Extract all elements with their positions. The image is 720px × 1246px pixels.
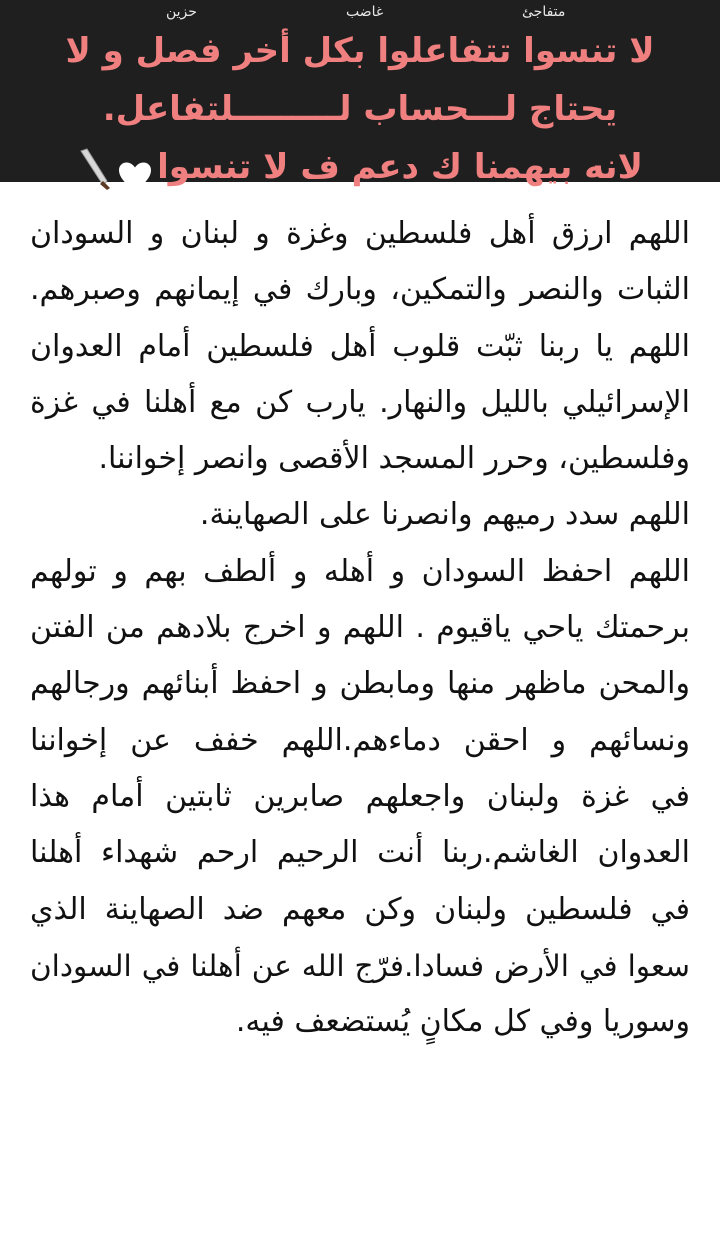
prayer-line: اللهم سدد رميهم وانصرنا على الصهاينة. [199,497,690,533]
banner-line-3 [20,138,700,196]
prayer-line: وسوريا وفي كل مكانٍ يُستضعف فيه. [235,1004,690,1040]
prayer-line: في غزة ولبنان واجعلهم صابرين ثابتين أمام هذا [30,778,690,814]
prayer-line: وفلسطين، وحرر المسجد الأقصى وانصر إخواننا. [98,441,690,477]
banner-message [20,22,700,196]
prayer-line: اللهم احفظ السودان و أهله و ألطف بهم و تولهم [30,553,690,589]
prayer-line: ونسائهم و احقن دماءهم.اللهم خفف عن إخواننا [30,722,690,758]
prayer-line: الثبات والنصر والتمكين، وبارك في إيمانهم وصبرهم. [30,272,690,308]
prayer-line: والمحن ماظهر منها ومابطن و احفظ أبنائهم ورجالهم [30,666,690,702]
reaction-sad-label[interactable]: حزين [166,4,197,20]
reaction-angry-label[interactable]: غاضب [346,4,384,20]
knife-icon [77,147,113,191]
prayer-text [30,206,690,1050]
prayer-line: العدوان الغاشم.ربنا أنت الرحيم ارحم شهداء أهلنا [30,835,690,871]
prayer-line: في فلسطين ولبنان وكن معهم ضد الصهاينة الذي [30,891,690,927]
prayer-line: برحمتك ياحي ياقيوم . اللهم و اخرج بلادهم من الفتن [30,610,690,646]
prayer-line: سعوا في الأرض فسادا.فرّج الله عن أهلنا في السودان [30,948,690,983]
prayer-line: اللهم يا ربنا ثبّت قلوب أهل فلسطين أمام العدوان [30,328,690,364]
prayer-line: اللهم ارزق أهل فلسطين وغزة و لبنان و السودان [30,216,690,251]
banner-line-1: لا تنسوا تتفاعلوا بكل أخر فصل و لا [65,31,655,71]
reaction-surprised-label[interactable]: متفاجئ [522,4,566,20]
banner-line-3-text: لانه بيهمنا ك دعم ف لا تنسوا [157,147,643,187]
banner-line-2: يحتاج لـــحساب لـــــــــلتفاعل. [102,89,618,129]
top-banner [0,0,720,187]
white-heart-icon [117,153,153,185]
prayer-line: الإسرائيلي بالليل والنهار. يارب كن مع أهلنا في غزة [30,384,690,420]
